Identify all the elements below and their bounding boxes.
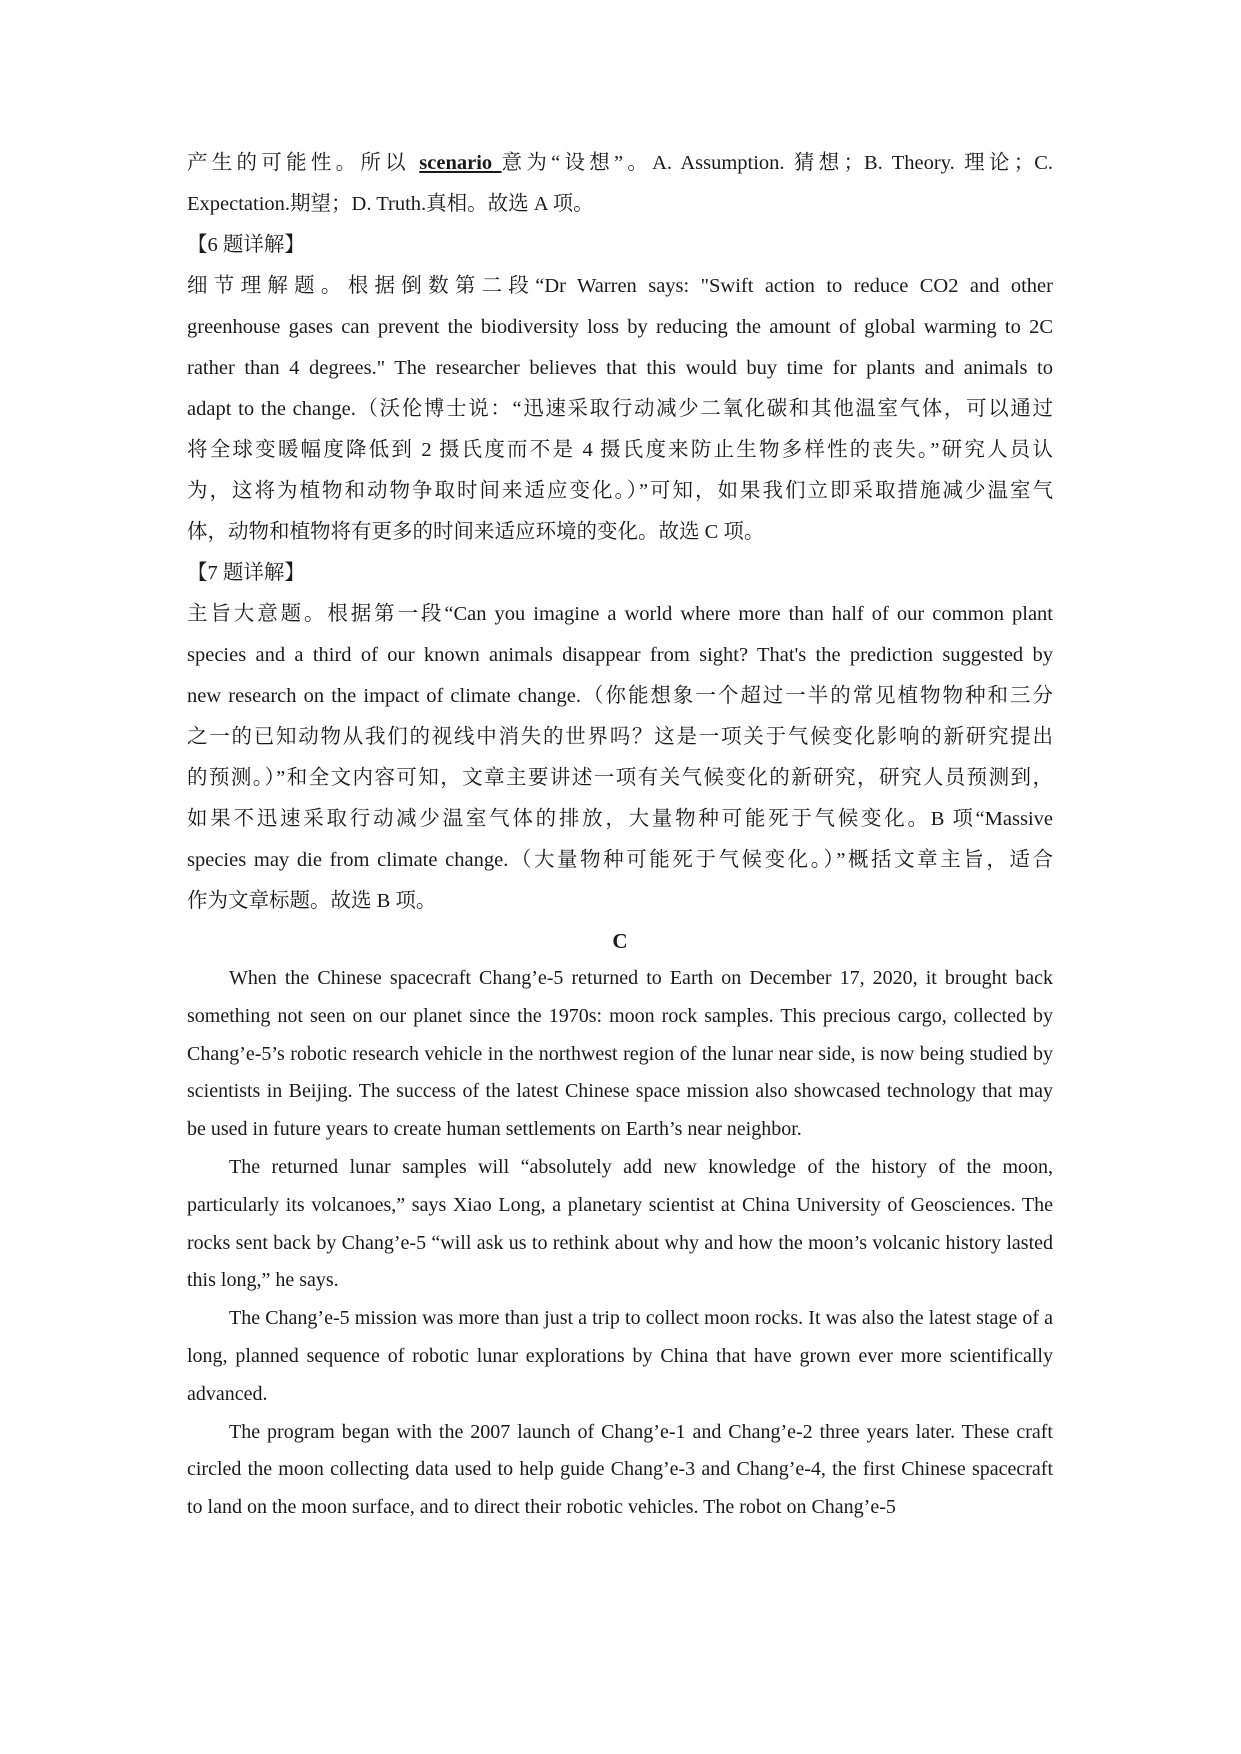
passage-paragraph: When the Chinese spacecraft Chang’e-5 returned to Earth on December 17, 2020, it brought back something not seen on our planet since the 1970s: moon rock samples. This precious cargo, collected by Chang’e-5’s robotic research vehicle in the northwest region of the lunar near side, is now being studied by scientists in Beijing. The success of the latest Chinese space mission also showcased technology that may be used in future years to create human settlements on Earth’s near neighbor. xyxy=(187,967,1053,1141)
q6-explanation-line: 将全球变暖幅度降低到 2 摄氏度而不是 4 摄氏度来防止生物多样性的丧失。”研究人员认 xyxy=(187,439,1053,461)
q6-explanation-line: 细节理解题。根据倒数第二段“Dr Warren says: "Swift action to reduce CO2 and other xyxy=(187,275,1053,297)
q7-explanation-line: 主旨大意题。根据第一段“Can you imagine a world where more than half of our common plant xyxy=(187,603,1053,625)
q5-text-pre: 产生的可能性。所以 xyxy=(187,152,420,174)
q7-explanation-line: species and a third of our known animals disappear from sight? That's the prediction suggested by xyxy=(187,644,1053,666)
q7-explanation-line: 作为文章标题。故选 B 项。 xyxy=(187,890,437,912)
q6-explanation-line: 体，动物和植物将有更多的时间来适应环境的变化。故选 C 项。 xyxy=(187,521,765,543)
section-c-title: C xyxy=(612,929,628,953)
passage-paragraph: The program began with the 2007 launch of Chang’e-1 and Chang’e-2 three years later. These craft circled the moon collecting data used to help guide Chang’e-3 and Chang’e-4, the first Chinese spacecraft to land on the moon surface, and to direct their robotic vehicles. The robot on Chang’e-5 xyxy=(187,1420,1053,1519)
q5-text-post: 意为“设想”。A. Assumption. 猜想；B. Theory. 理论；C. xyxy=(501,152,1053,174)
q7-explanation-line: species may die from climate change.（大量物种可能死于气候变化。）”概括文章主旨，适合 xyxy=(187,849,1053,871)
q7-explanation xyxy=(187,594,1053,922)
q7-explanation-line: 之一的已知动物从我们的视线中消失的世界吗？这是一项关于气候变化影响的新研究提出 xyxy=(187,726,1053,748)
keyword-scenario: scenario xyxy=(419,152,502,174)
q5-explanation-line-1 xyxy=(187,143,1053,184)
q7-explanation-line: 如果不迅速采取行动减少温室气体的排放，大量物种可能死于气候变化。B 项“Massive xyxy=(187,808,1053,830)
q7-explanation-line: new research on the impact of climate change.（你能想象一个超过一半的常见植物物种和三分 xyxy=(187,685,1053,707)
document-page xyxy=(187,143,1053,1527)
q7-heading: 【7 题详解】 xyxy=(187,562,305,584)
q6-explanation-line: greenhouse gases can prevent the biodiversity loss by reducing the amount of global warming to 2C xyxy=(187,316,1053,338)
q6-explanation-line: adapt to the change.（沃伦博士说：“迅速采取行动减少二氧化碳和其他温室气体，可以通过 xyxy=(187,398,1053,420)
q6-explanation-line: 为，这将为植物和动物争取时间来适应变化。）”可知，如果我们立即采取措施减少温室气 xyxy=(187,480,1053,502)
q7-explanation-line: 的预测。）”和全文内容可知，文章主要讲述一项有关气候变化的新研究，研究人员预测到， xyxy=(187,767,1053,789)
passage-paragraph: The Chang’e-5 mission was more than just a trip to collect moon rocks. It was also the latest stage of a long, planned sequence of robotic lunar explorations by China that have grown ever more scientifically advanced. xyxy=(187,1307,1053,1405)
q6-heading: 【6 题详解】 xyxy=(187,234,305,256)
q6-explanation-line: rather than 4 degrees." The researcher believes that this would buy time for plants and animals to xyxy=(187,357,1053,379)
section-c-passage xyxy=(187,960,1053,1527)
passage-paragraph: The returned lunar samples will “absolutely add new knowledge of the history of the moon, particularly its volcanoes,” says Xiao Long, a planetary scientist at China University of Geosciences. The rocks sent back by Chang’e-5 “will ask us to rethink about why and how the moon’s volcanic history lasted this long,” he says. xyxy=(187,1155,1053,1292)
q5-explanation-line-2: Expectation.期望；D. Truth.真相。故选 A 项。 xyxy=(187,193,594,215)
q6-explanation xyxy=(187,266,1053,553)
